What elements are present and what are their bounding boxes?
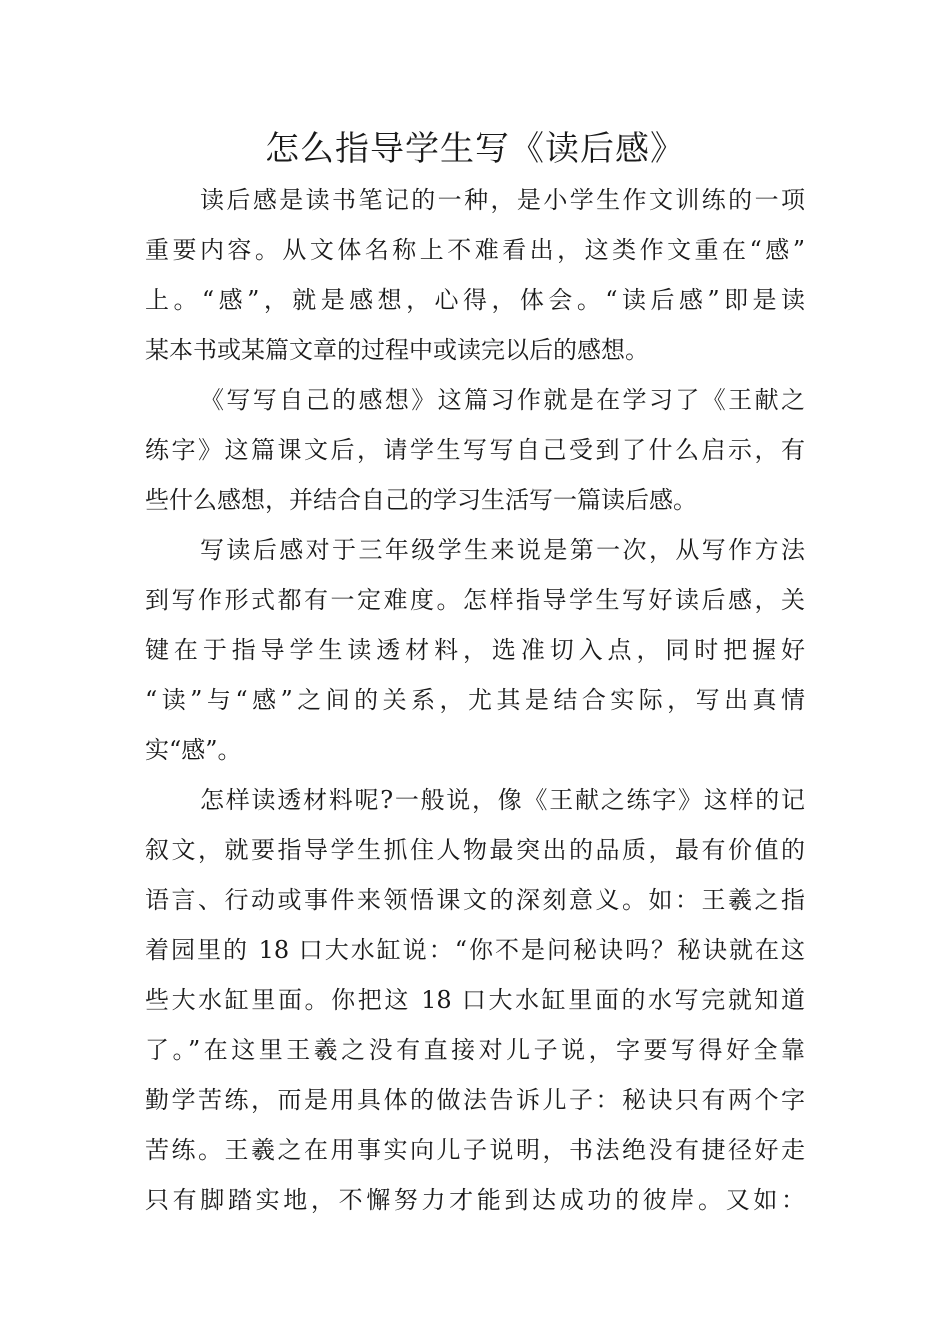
- paragraph-line: 上。“感”，就是感想，心得，体会。“读后感”即是读: [145, 286, 805, 314]
- paragraph-line: 写读后感对于三年级学生来说是第一次，从写作方法: [200, 536, 805, 564]
- paragraph-line: 实“感”。: [145, 736, 242, 764]
- paragraph-line: 键在于指导学生读透材料，选准切入点，同时把握好: [145, 636, 805, 664]
- paragraph-line: 了。”在这里王羲之没有直接对儿子说，字要写得好全靠: [145, 1036, 805, 1064]
- paragraph-line: 某本书或某篇文章的过程中或读完以后的感想。: [145, 336, 649, 364]
- paragraph-line: 勤学苦练，而是用具体的做法告诉儿子：秘诀只有两个字: [145, 1086, 805, 1114]
- document-title: 怎么指导学生写《读后感》: [265, 129, 685, 169]
- paragraph-line: 着园里的 18 口大水缸说：“你不是问秘诀吗？秘诀就在这: [145, 936, 805, 964]
- paragraph-line: 重要内容。从文体名称上不难看出，这类作文重在“感”: [145, 236, 805, 264]
- paragraph-line: 《写写自己的感想》这篇习作就是在学习了《王献之: [200, 386, 805, 414]
- paragraph-line: 些什么感想，并结合自己的学习生活写一篇读后感。: [145, 486, 697, 514]
- paragraph-line: 读后感是读书笔记的一种，是小学生作文训练的一项: [200, 186, 805, 214]
- paragraph-line: 苦练。王羲之在用事实向儿子说明，书法绝没有捷径好走: [145, 1136, 805, 1164]
- paragraph-line: “读”与“感”之间的关系，尤其是结合实际，写出真情: [145, 686, 805, 714]
- paragraph-line: 些大水缸里面。你把这 18 口大水缸里面的水写完就知道: [145, 986, 805, 1014]
- paragraph-line: 只有脚踏实地，不懈努力才能到达成功的彼岸。又如：: [145, 1186, 805, 1214]
- paragraph-line: 练字》这篇课文后，请学生写写自己受到了什么启示，有: [145, 436, 805, 464]
- paragraph-line: 怎样读透材料呢?一般说，像《王献之练字》这样的记: [200, 786, 805, 814]
- paragraph-line: 语言、行动或事件来领悟课文的深刻意义。如：王羲之指: [145, 886, 805, 914]
- paragraph-line: 叙文，就要指导学生抓住人物最突出的品质，最有价值的: [145, 836, 805, 864]
- paragraph-line: 到写作形式都有一定难度。怎样指导学生写好读后感，关: [145, 586, 805, 614]
